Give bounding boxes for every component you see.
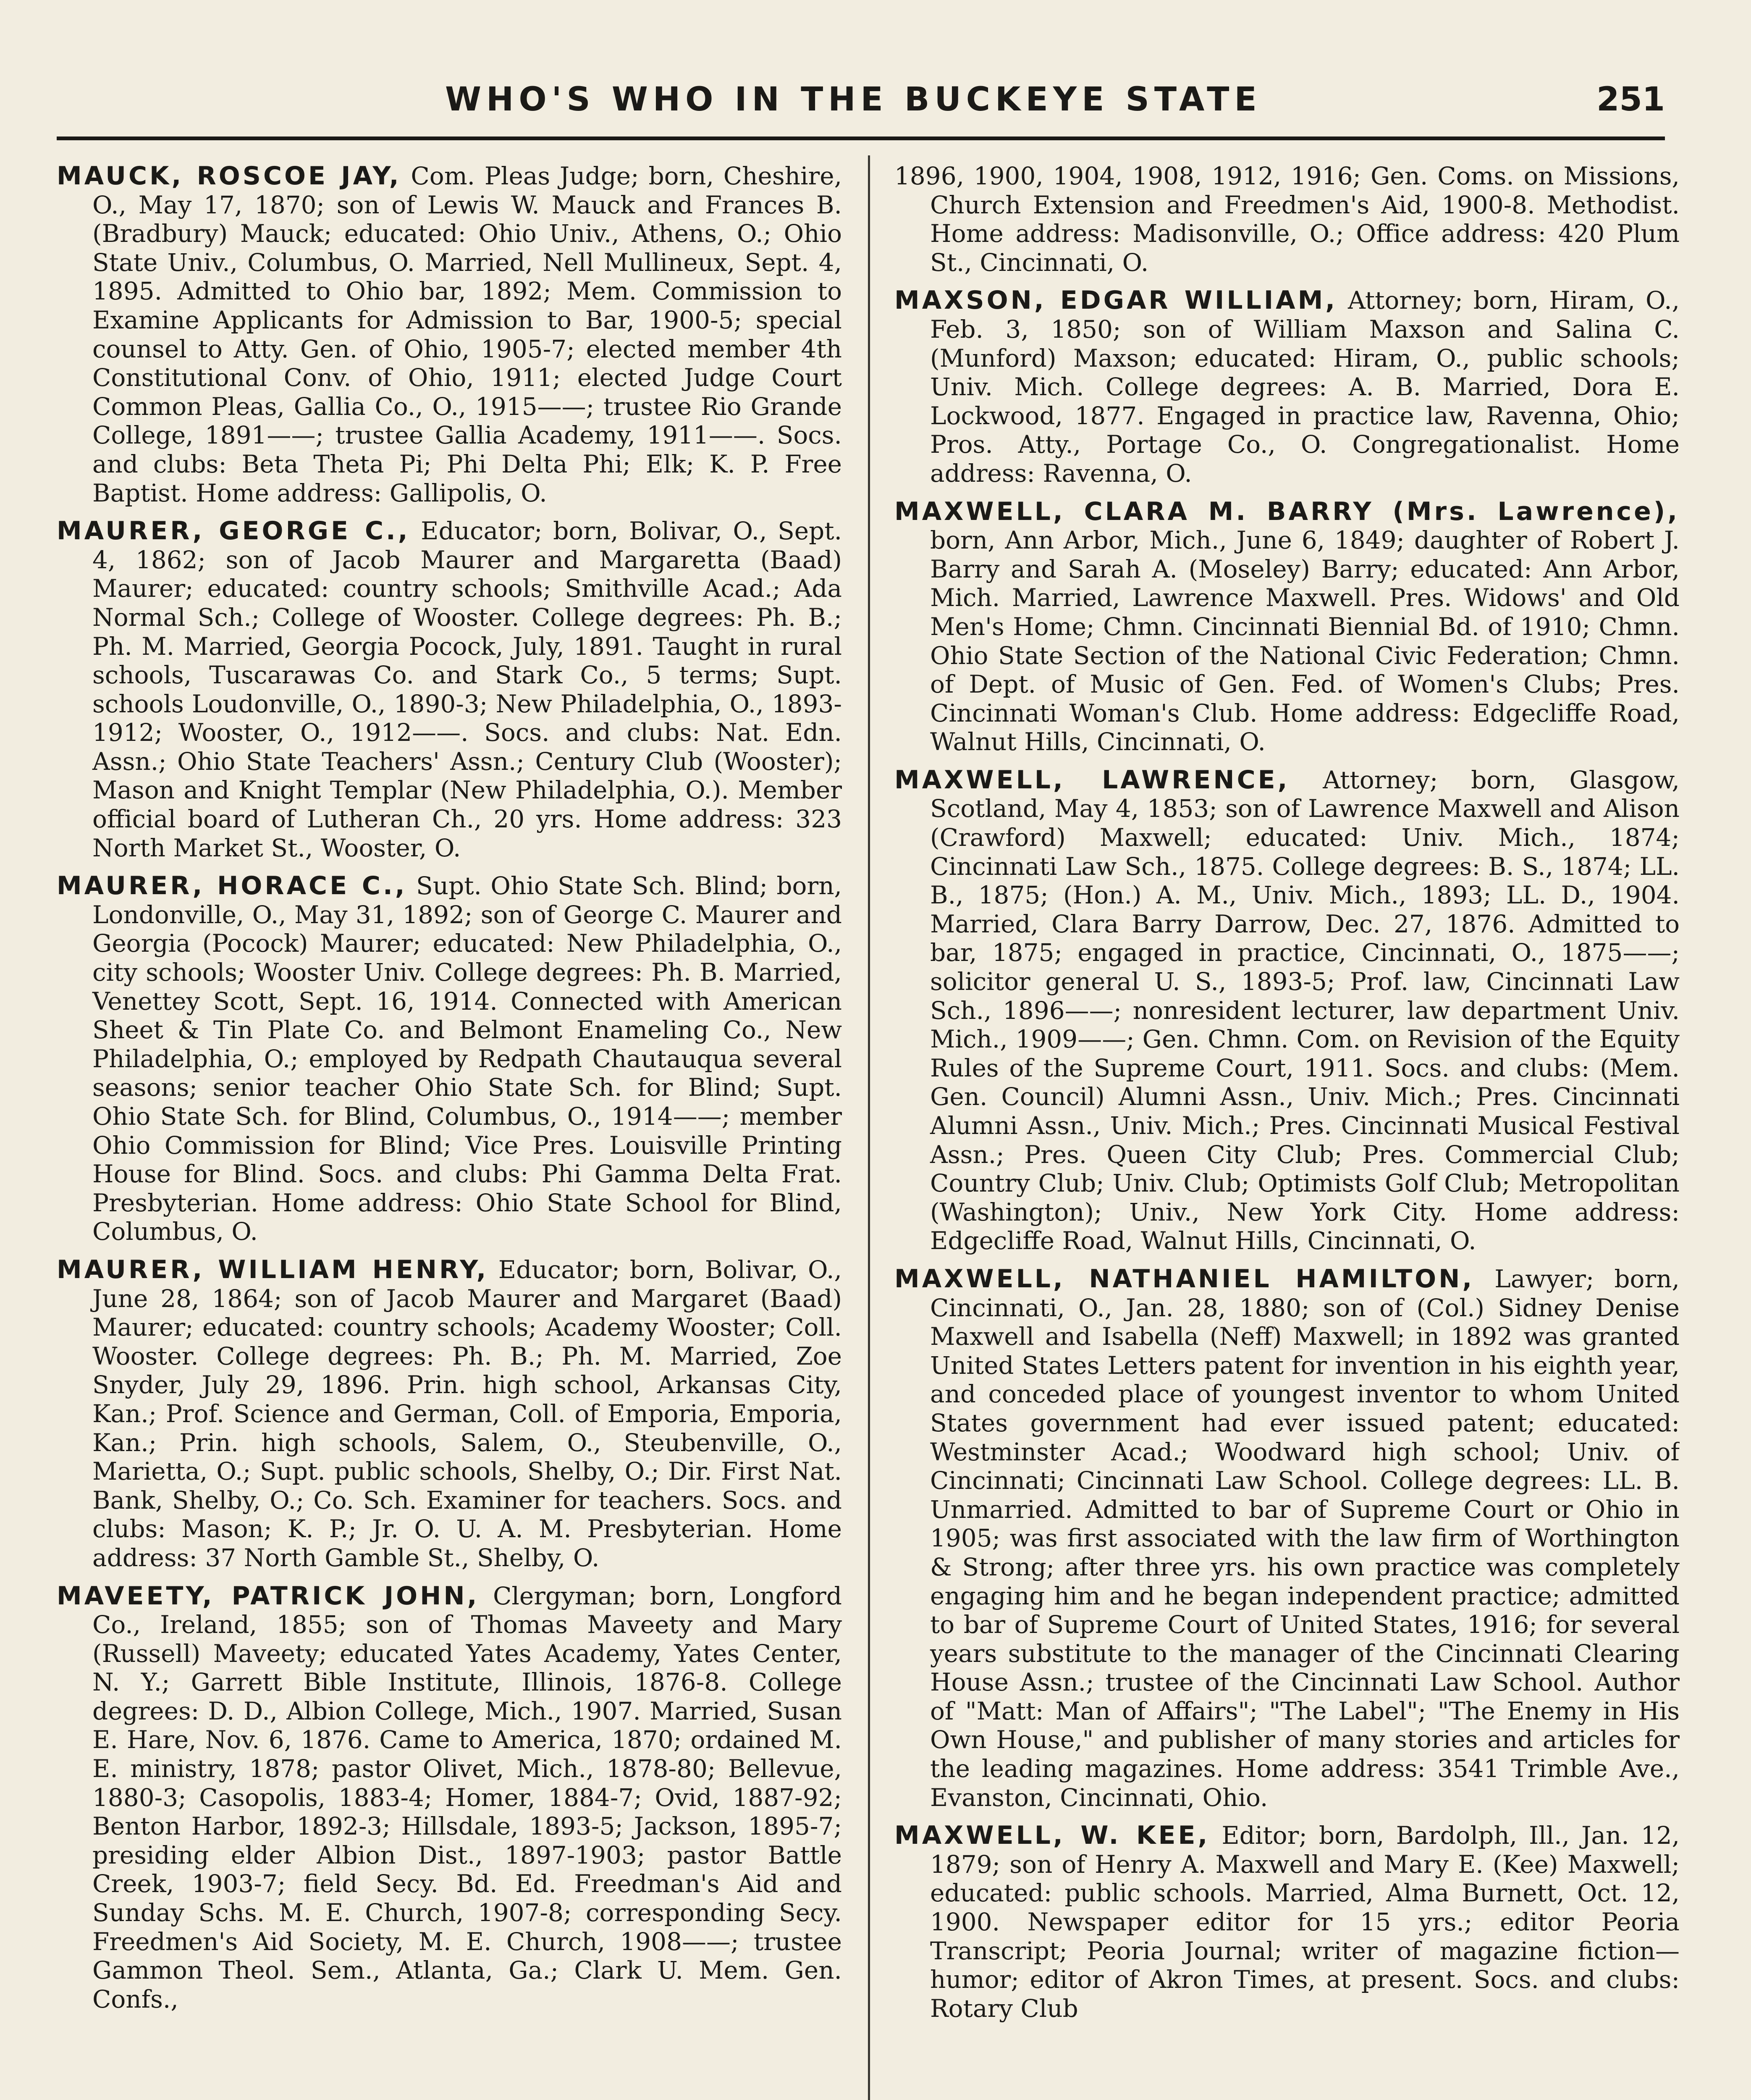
entry-name: MAURER, WILLIAM HENRY, [57, 1255, 489, 1284]
entry-mauck-roscoe-jay [57, 162, 842, 507]
page-number: 251 [1596, 81, 1665, 118]
entry-maxwell-nathaniel-hamilton [894, 1265, 1680, 1812]
entry-name: MAXWELL, CLARA M. BARRY (Mrs. Lawrence), [894, 496, 1680, 526]
page-header [57, 71, 1665, 139]
entry-maxwell-lawrence [894, 766, 1680, 1255]
entry-text: Attorney; born, Hiram, O., Feb. 3, 1850; son of William Maxson and Salina C. (Munford) Maxson; educated: Hiram, O., public schools; Univ. Mich. College degrees: A. B. Married, Dora E. Lockwood, 1877. Engaged in practice law, Ravenna, Ohio; Pros. Atty., Portage Co., O. Congregationalist. Home address: Ravenna, O. [930, 286, 1680, 488]
right-column [894, 162, 1680, 2100]
entry-maurer-william-henry [57, 1255, 842, 1572]
entry-name: MAXWELL, LAWRENCE, [894, 765, 1290, 795]
entry-text: Supt. Ohio State Sch. Blind; born, Londonville, O., May 31, 1892; son of George C. Maurer and Georgia (Pocock) Maurer; educated: New Philadelphia, O., city schools; Wooster Univ. College degrees: Ph. B. Married, Venettey Scott, Sept. 16, 1914. Connected with American Sheet & Tin Plate Co. and Belmont Enameling Co., New Philadelphia, O.; employed by Redpath Chautauqua several seasons; senior teacher Ohio State Sch. for Blind; Supt. Ohio State Sch. for Blind, Columbus, O., 1914——; member Ohio Commission for Blind; Vice Pres. Louisville Printing House for Blind. Socs. and clubs: Phi Gamma Delta Frat. Presbyterian. Home address: Ohio State School for Blind, Columbus, O. [92, 872, 842, 1246]
header-rule [57, 136, 1665, 140]
entry-maurer-horace-c [57, 872, 842, 1246]
entry-name: MAURER, GEORGE C., [57, 516, 410, 546]
entry-text: 1896, 1900, 1904, 1908, 1912, 1916; Gen. Coms. on Missions, Church Extension and Freedmen's Aid, 1900-8. Methodist. Home address: Madisonville, O.; Office address: 420 Plum St., Cincinnati, O. [894, 162, 1680, 277]
entry-maxwell-w-kee [894, 1821, 1680, 2023]
column-rule [868, 155, 870, 2100]
entry-text: Clergyman; born, Longford Co., Ireland, 1855; son of Thomas Maveety and Mary (Russell) Maveety; educated Yates Academy, Yates Center, N. Y.; Garrett Bible Institute, Illinois, 1876-8. College degrees: D. D., Albion College, Mich., 1907. Married, Susan E. Hare, Nov. 6, 1876. Came to America, 1870; ordained M. E. ministry, 1878; pastor Olivet, Mich., 1878-80; Bellevue, 1880-3; Casopolis, 1883-4; Homer, 1884-7; Ovid, 1887-92; Benton Harbor, 1892-3; Hillsdale, 1893-5; Jackson, 1895-7; presiding elder Albion Dist., 1897-1903; pastor Battle Creek, 1903-7; field Secy. Bd. Ed. Freedman's Aid and Sunday Schs. M. E. Church, 1907-8; corresponding Secy. Freedmen's Aid Society, M. E. Church, 1908——; trustee Gammon Theol. Sem., Atlanta, Ga.; Clark U. Mem. Gen. Confs., [92, 1581, 842, 2013]
entry-text: Educator; born, Bolivar, O., June 28, 1864; son of Jacob Maurer and Margaret (Baad) Maurer; educated: country schools; Academy Wooster; Coll. Wooster. College degrees: Ph. B.; Ph. M. Married, Zoe Snyder, July 29, 1896. Prin. high school, Arkansas City, Kan.; Prof. Science and German, Coll. of Emporia, Emporia, Kan.; Prin. high schools, Salem, O., Steubenville, O., Marietta, O.; Supt. public schools, Shelby, O.; Dir. First Nat. Bank, Shelby, O.; Co. Sch. Examiner for teachers. Socs. and clubs: Mason; K. P.; Jr. O. U. A. M. Presbyterian. Home address: 37 North Gamble St., Shelby, O. [92, 1255, 842, 1572]
left-column [57, 162, 842, 2100]
entry-text: Com. Pleas Judge; born, Cheshire, O., May 17, 1870; son of Lewis W. Mauck and Frances B. (Bradbury) Mauck; educated: Ohio Univ., Athens, O.; Ohio State Univ., Columbus, O. Married, Nell Mullineux, Sept. 4, 1895. Admitted to Ohio bar, 1892; Mem. Commission to Examine Applicants for Admission to Bar, 1900-5; special counsel to Atty. Gen. of Ohio, 1905-7; elected member 4th Constitutional Conv. of Ohio, 1911; elected Judge Court Common Pleas, Gallia Co., O., 1915——; trustee Rio Grande College, 1891——; trustee Gallia Academy, 1911——. Socs. and clubs: Beta Theta Pi; Phi Delta Phi; Elk; K. P. Free Baptist. Home address: Gallipolis, O. [92, 162, 842, 507]
entry-name: MAXWELL, NATHANIEL HAMILTON, [894, 1264, 1475, 1294]
entry-maxwell-clara-m-barry [894, 497, 1680, 756]
entry-name: MAUCK, ROSCOE JAY, [57, 162, 401, 191]
entry-maurer-george-c [57, 517, 842, 862]
entry-text: Attorney; born, Glasgow, Scotland, May 4, 1853; son of Lawrence Maxwell and Alison (Crawford) Maxwell; educated: Univ. Mich., 1874; Cincinnati Law Sch., 1875. College degrees: B. S., 1874; LL. B., 1875; (Hon.) A. M., Univ. Mich., 1893; LL. D., 1904. Married, Clara Barry Darrow, Dec. 27, 1876. Admitted to bar, 1875; engaged in practice, Cincinnati, O., 1875——; solicitor general U. S., 1893-5; Prof. law, Cincinnati Law Sch., 1896——; nonresident lecturer, law department Univ. Mich., 1909——; Gen. Chmn. Com. on Revision of the Equity Rules of the Supreme Court, 1911. Socs. and clubs: (Mem. Gen. Council) Alumni Assn., Univ. Mich.; Pres. Cincinnati Alumni Assn., Univ. Mich.; Pres. Cincinnati Musical Festival Assn.; Pres. Queen City Club; Pres. Commercial Club; Country Club; Univ. Club; Optimists Golf Club; Metropolitan (Washington); Univ., New York City. Home address: Edgecliffe Road, Walnut Hills, Cincinnati, O. [930, 765, 1680, 1255]
running-title: WHO'S WHO IN THE BUCKEYE STATE [445, 81, 1262, 118]
entry-text: Educator; born, Bolivar, O., Sept. 4, 1862; son of Jacob Maurer and Margaretta (Baad) Maurer; educated: country schools; Smithville Acad.; Ada Normal Sch.; College of Wooster. College degrees: Ph. B.; Ph. M. Married, Georgia Pocock, July, 1891. Taught in rural schools, Tuscarawas Co. and Stark Co., 5 terms; Supt. schools Loudonville, O., 1890-3; New Philadelphia, O., 1893-1912; Wooster, O., 1912——. Socs. and clubs: Nat. Edn. Assn.; Ohio State Teachers' Assn.; Century Club (Wooster); Mason and Knight Templar (New Philadelphia, O.). Member official board of Lutheran Ch., 20 yrs. Home address: 323 North Market St., Wooster, O. [92, 517, 842, 862]
entry-maxson-edgar-william [894, 286, 1680, 488]
entry-name: MAVEETY, PATRICK JOHN, [57, 1581, 480, 1611]
entry-name: MAXWELL, W. KEE, [894, 1821, 1210, 1851]
entry-maveety-patrick-john [57, 1582, 842, 2014]
entry-name: MAXSON, EDGAR WILLIAM, [894, 286, 1338, 315]
entry-text: born, Ann Arbor, Mich., June 6, 1849; daughter of Robert J. Barry and Sarah A. (Moseley) Barry; educated: Ann Arbor, Mich. Married, Lawrence Maxwell. Pres. Widows' and Old Men's Home; Chmn. Cincinnati Biennial Bd. of 1910; Chmn. Ohio State Section of the National Civic Federation; Chmn. of Dept. of Music of Gen. Fed. of Women's Clubs; Pres. Cincinnati Woman's Club. Home address: Edgecliffe Road, Walnut Hills, Cincinnati, O. [930, 526, 1680, 756]
entry-text: Editor; born, Bardolph, Ill., Jan. 12, 1879; son of Henry A. Maxwell and Mary E. (Kee) Maxwell; educated: public schools. Married, Alma Burnett, Oct. 12, 1900. Newspaper editor for 15 yrs.; editor Peoria Transcript; Peoria Journal; writer of magazine fiction—humor; editor of Akron Times, at present. Socs. and clubs: Rotary Club [930, 1821, 1680, 2023]
entry-maveety-continued [894, 162, 1680, 277]
entry-name: MAURER, HORACE C., [57, 871, 407, 901]
entry-text: Lawyer; born, Cincinnati, O., Jan. 28, 1880; son of (Col.) Sidney Denise Maxwell and Isabella (Neff) Maxwell; in 1892 was granted United States Letters patent for invention in his eighth year, and conceded place of youngest inventor to whom United States government had ever issued patent; educated: Westminster Acad.; Woodward high school; Univ. of Cincinnati; Cincinnati Law School. College degrees: LL. B. Unmarried. Admitted to bar of Supreme Court or Ohio in 1905; was first associated with the law firm of Worthington & Strong; after three yrs. his own practice was completely engaging him and he began independent practice; admitted to bar of Supreme Court of United States, 1916; for several years substitute to the manager of the Cincinnati Clearing House Assn.; trustee of the Cincinnati Law School. Author of "Matt: Man of Affairs"; "The Label"; "The Enemy in His Own House," and publisher of many stories and articles for the leading magazines. Home address: 3541 Trimble Ave., Evanston, Cincinnati, Ohio. [930, 1264, 1680, 1812]
